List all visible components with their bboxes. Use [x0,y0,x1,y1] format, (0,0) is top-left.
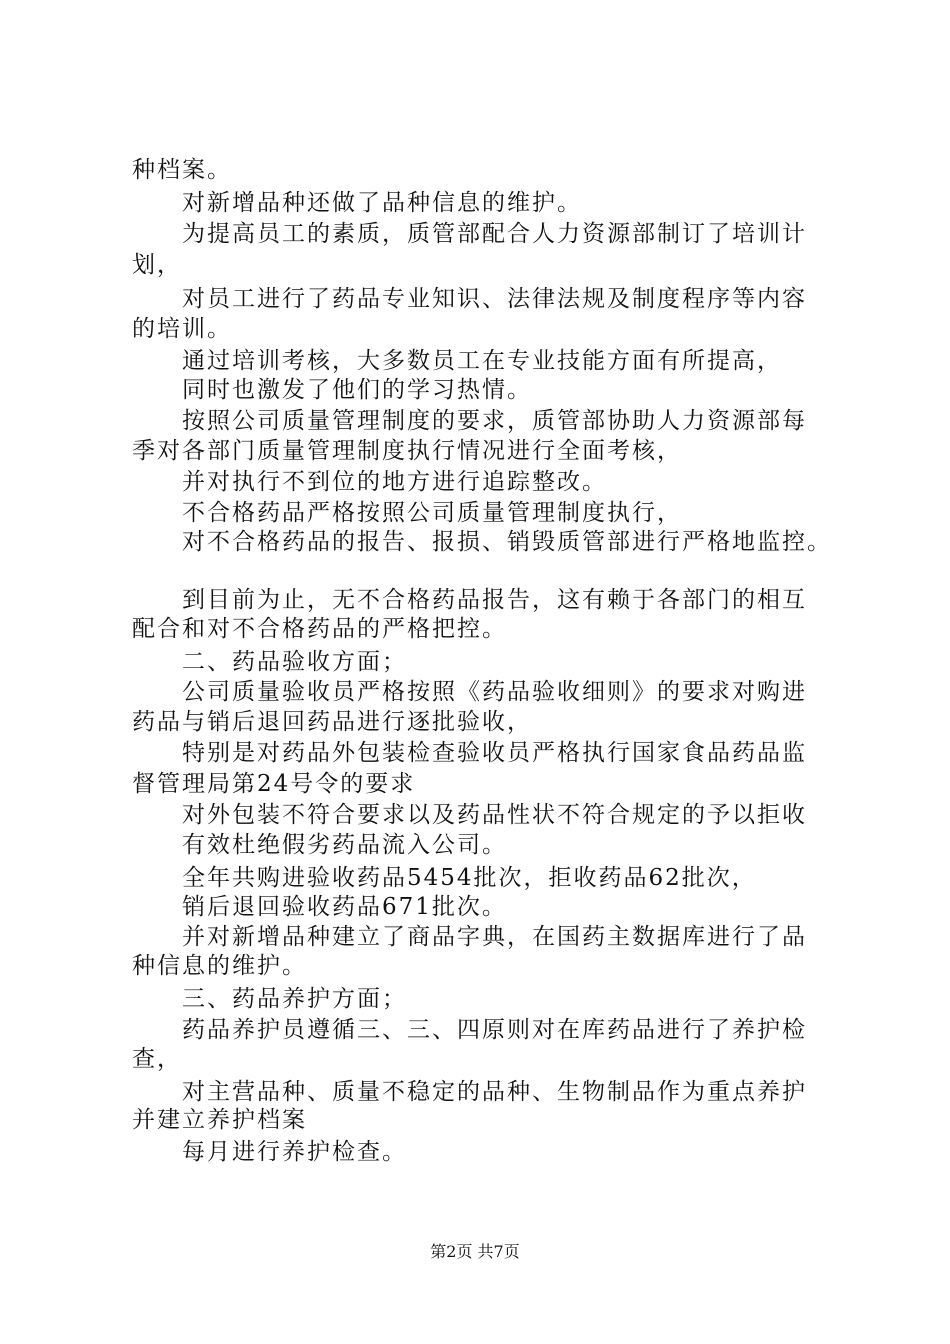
text-line: 药品与销后退回药品进行逐批验收， [132,709,532,735]
text-line: 并对新增品种建立了商品字典，在国药主数据库进行了品 [182,924,807,950]
text-line: 划， [132,252,182,278]
page-number-footer: 第2页 共7页 [430,1242,520,1261]
text-line: 按照公司质量管理制度的要求，质管部协助人力资源部每 [182,408,807,434]
text-line: 二、药品验收方面； [182,649,407,675]
text-line: 对新增品种还做了品种信息的维护。 [182,190,582,216]
text-line: 季对各部门质量管理制度执行情况进行全面考核， [132,438,682,464]
text-line: 有效杜绝假劣药品流入公司。 [182,832,507,858]
text-line: 配合和对不合格药品的严格把控。 [132,616,507,642]
text-line: 三、药品养护方面； [182,986,407,1012]
text-line: 督管理局第24号令的要求 [132,771,416,797]
text-line: 不合格药品严格按照公司质量管理制度执行， [182,500,682,526]
text-line: 每月进行养护检查。 [182,1139,407,1165]
text-line: 药品养护员遵循三、三、四原则对在库药品进行了养护检 [182,1017,807,1043]
text-line: 同时也激发了他们的学习热情。 [182,377,532,403]
text-line: 对主营品种、质量不稳定的品种、生物制品作为重点养护 [182,1079,807,1105]
text-line: 通过培训考核，大多数员工在专业技能方面有所提高， [182,348,782,374]
text-line: 种信息的维护。 [132,953,307,979]
text-line: 种档案。 [132,157,232,183]
text-line: 销后退回验收药品671批次。 [182,894,507,920]
text-line: 并建立养护档案 [132,1107,307,1133]
text-line: 的培训。 [132,316,232,342]
text-line: 对员工进行了药品专业知识、法律法规及制度程序等内容 [182,286,807,312]
text-line: 特别是对药品外包装检查验收员严格执行国家食品药品监 [182,740,807,766]
text-line: 并对执行不到位的地方进行追踪整改。 [182,469,607,495]
text-line: 到目前为止，无不合格药品报告，这有赖于各部门的相互 [182,587,807,613]
text-line: 全年共购进验收药品5454批次，拒收药品62批次， [182,865,757,891]
text-line: 查， [132,1046,182,1072]
text-line: 公司质量验收员严格按照《药品验收细则》的要求对购进 [182,679,807,705]
text-line: 对不合格药品的报告、报损、销毁质管部进行严格地监控。 [182,529,832,555]
text-line: 对外包装不符合要求以及药品性状不符合规定的予以拒收 [182,802,807,828]
text-line: 为提高员工的素质，质管部配合人力资源部制订了培训计 [182,221,807,247]
